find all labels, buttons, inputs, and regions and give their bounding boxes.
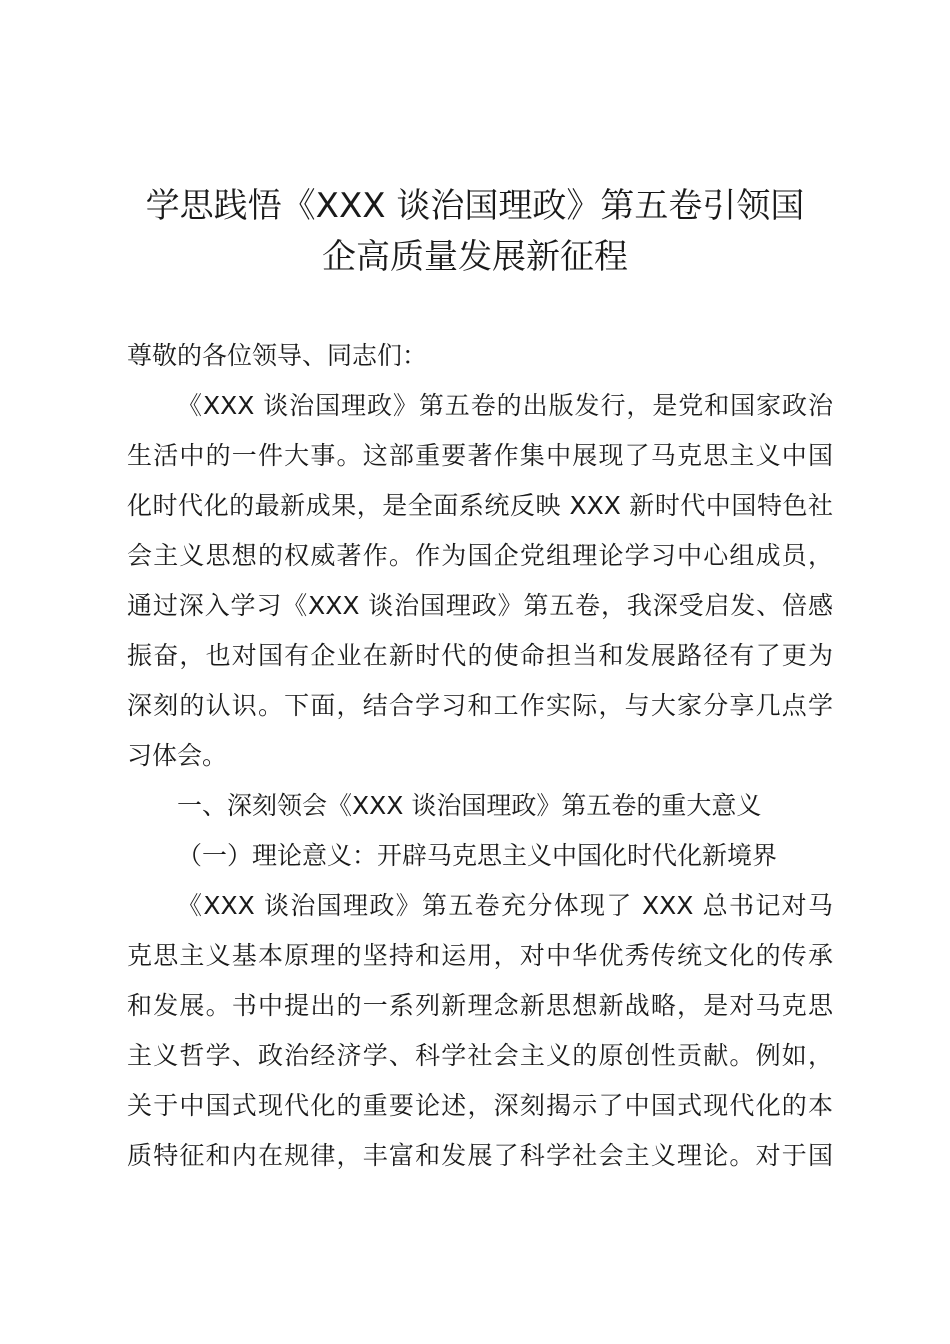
- paragraph-2-line-5: 关于中国式现代化的重要论述，深刻揭示了中国式现代化的本: [127, 1091, 833, 1120]
- document-title-line-2: 企高质量发展新征程: [322, 237, 628, 277]
- paragraph-1-line-5: 通过深入学习《XXX 谈治国理政》第五卷，我深受启发、倍感: [127, 591, 833, 620]
- document-title-line-1: 学思践悟《XXX 谈治国理政》第五卷引领国: [145, 186, 805, 226]
- paragraph-2-line-3: 和发展。书中提出的一系列新理念新思想新战略，是对马克思: [127, 991, 833, 1020]
- subsection-heading-1: （一）理论意义：开辟马克思主义中国化时代化新境界: [177, 841, 778, 870]
- paragraph-1-line-1: 《XXX 谈治国理政》第五卷的出版发行，是党和国家政治: [177, 391, 833, 420]
- paragraph-1-line-4: 会主义思想的权威著作。作为国企党组理论学习中心组成员，: [127, 541, 833, 570]
- paragraph-2-line-2: 克思主义基本原理的坚持和运用，对中华优秀传统文化的传承: [127, 941, 833, 970]
- section-heading-1: 一、深刻领会《XXX 谈治国理政》第五卷的重大意义: [177, 791, 762, 820]
- paragraph-2-line-6: 质特征和内在规律，丰富和发展了科学社会主义理论。对于国: [127, 1141, 833, 1170]
- paragraph-1-line-8: 习体会。: [127, 741, 228, 770]
- paragraph-2-line-4: 主义哲学、政治经济学、科学社会主义的原创性贡献。例如，: [127, 1041, 833, 1070]
- paragraph-1-line-6: 振奋，也对国有企业在新时代的使命担当和发展路径有了更为: [127, 641, 833, 670]
- paragraph-1-line-2: 生活中的一件大事。这部重要著作集中展现了马克思主义中国: [127, 441, 833, 470]
- paragraph-1-line-3: 化时代化的最新成果，是全面系统反映 XXX 新时代中国特色社: [127, 491, 833, 520]
- paragraph-1-line-7: 深刻的认识。下面，结合学习和工作实际，与大家分享几点学: [127, 691, 833, 720]
- salutation: 尊敬的各位领导、同志们：: [127, 341, 428, 370]
- paragraph-2-line-1: 《XXX 谈治国理政》第五卷充分体现了 XXX 总书记对马: [177, 891, 833, 920]
